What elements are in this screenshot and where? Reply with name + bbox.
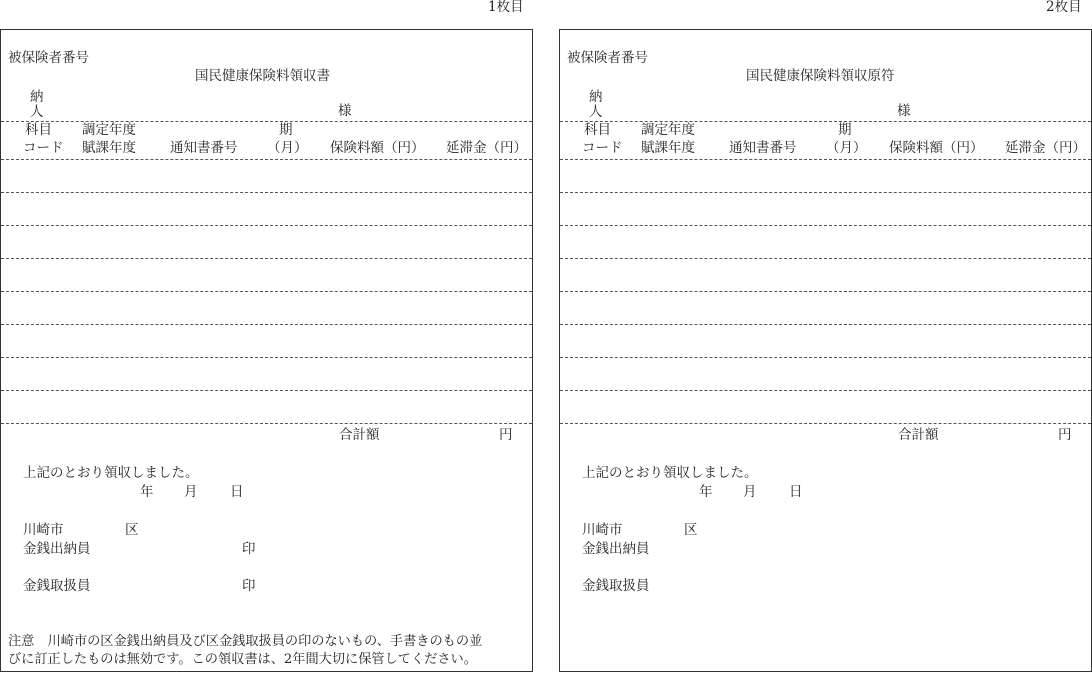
cashier-label: 金銭出納員 xyxy=(582,541,650,557)
insured-number-label: 被保険者番号 xyxy=(8,50,89,66)
table-row-line xyxy=(1,357,532,358)
handler-seal: 印 xyxy=(242,578,256,594)
handler-label: 金銭取扱員 xyxy=(582,578,650,594)
table-row-line xyxy=(560,357,1091,358)
table-row-line xyxy=(1,258,532,259)
payer-label-bottom: 人 xyxy=(30,104,44,120)
date-month: 月 xyxy=(184,484,198,500)
col-period-top: 期 xyxy=(279,122,293,138)
table-row-line xyxy=(1,324,532,325)
col-subject-bottom: コード xyxy=(23,140,64,156)
city-name: 川崎市 xyxy=(582,522,623,538)
table-row-line xyxy=(1,192,532,193)
note-line-1: 注意 川崎市の区金銭出納員及び区金銭取扱員の印のないもの、手書きのもの並 xyxy=(8,634,483,649)
col-notice-number: 通知書番号 xyxy=(170,140,238,156)
honorific: 様 xyxy=(897,103,911,119)
col-levy-year: 賦課年度 xyxy=(641,140,695,156)
date-day: 日 xyxy=(789,484,803,500)
table-row-line xyxy=(1,423,532,424)
city-name: 川崎市 xyxy=(23,522,64,538)
payer-label-top: 納 xyxy=(30,89,44,105)
date-year: 年 xyxy=(140,484,154,500)
total-label: 合計額 xyxy=(898,427,939,443)
table-row-line xyxy=(560,192,1091,193)
total-label: 合計額 xyxy=(339,427,380,443)
col-adjustment-year: 調定年度 xyxy=(641,122,695,138)
table-row-line xyxy=(560,324,1091,325)
date-month: 月 xyxy=(743,484,757,500)
col-late-fee: 延滞金（円） xyxy=(1005,140,1086,156)
col-notice-number: 通知書番号 xyxy=(729,140,797,156)
col-subject-top: 科目 xyxy=(584,122,611,138)
col-period-bottom: （月） xyxy=(267,140,308,156)
date-day: 日 xyxy=(230,484,244,500)
col-premium: 保険料額（円） xyxy=(889,140,984,156)
col-levy-year: 賦課年度 xyxy=(82,140,136,156)
table-row-line xyxy=(560,225,1091,226)
total-yen: 円 xyxy=(499,427,513,443)
receipt-form xyxy=(0,29,533,672)
payer-label-bottom: 人 xyxy=(589,104,603,120)
insured-number-label: 被保険者番号 xyxy=(567,50,648,66)
received-statement: 上記のとおり領収しました。 xyxy=(23,465,199,481)
received-statement: 上記のとおり領収しました。 xyxy=(582,465,758,481)
col-late-fee: 延滞金（円） xyxy=(446,140,527,156)
divider xyxy=(1,121,532,122)
cashier-label: 金銭出納員 xyxy=(23,541,91,557)
table-row-line xyxy=(560,159,1091,160)
date-year: 年 xyxy=(699,484,713,500)
col-subject-top: 科目 xyxy=(25,122,52,138)
sheet-label-2: 2枚目 xyxy=(1046,0,1082,15)
table-row-line xyxy=(560,258,1091,259)
receipt-stub-form xyxy=(559,29,1092,672)
table-row-line xyxy=(1,159,532,160)
handler-label: 金銭取扱員 xyxy=(23,578,91,594)
table-row-line xyxy=(560,423,1091,424)
col-adjustment-year: 調定年度 xyxy=(82,122,136,138)
honorific: 様 xyxy=(338,103,352,119)
form-title: 国民健康保険料領収原符 xyxy=(746,68,895,84)
table-row-line xyxy=(1,291,532,292)
payer-label-top: 納 xyxy=(589,89,603,105)
ward-label: 区 xyxy=(684,522,698,538)
table-row-line xyxy=(560,291,1091,292)
cashier-seal: 印 xyxy=(242,541,256,557)
col-premium: 保険料額（円） xyxy=(330,140,425,156)
table-row-line xyxy=(560,390,1091,391)
sheet-label-1: 1枚目 xyxy=(488,0,524,15)
ward-label: 区 xyxy=(125,522,139,538)
col-period-bottom: （月） xyxy=(826,140,867,156)
table-row-line xyxy=(1,225,532,226)
table-row-line xyxy=(1,390,532,391)
col-period-top: 期 xyxy=(838,122,852,138)
col-subject-bottom: コード xyxy=(582,140,623,156)
form-title: 国民健康保険料領収書 xyxy=(195,68,330,84)
total-yen: 円 xyxy=(1058,427,1072,443)
note-line-2: びに訂正したものは無効です。この領収書は、2年間大切に保管してください。 xyxy=(8,652,477,667)
divider xyxy=(560,121,1091,122)
